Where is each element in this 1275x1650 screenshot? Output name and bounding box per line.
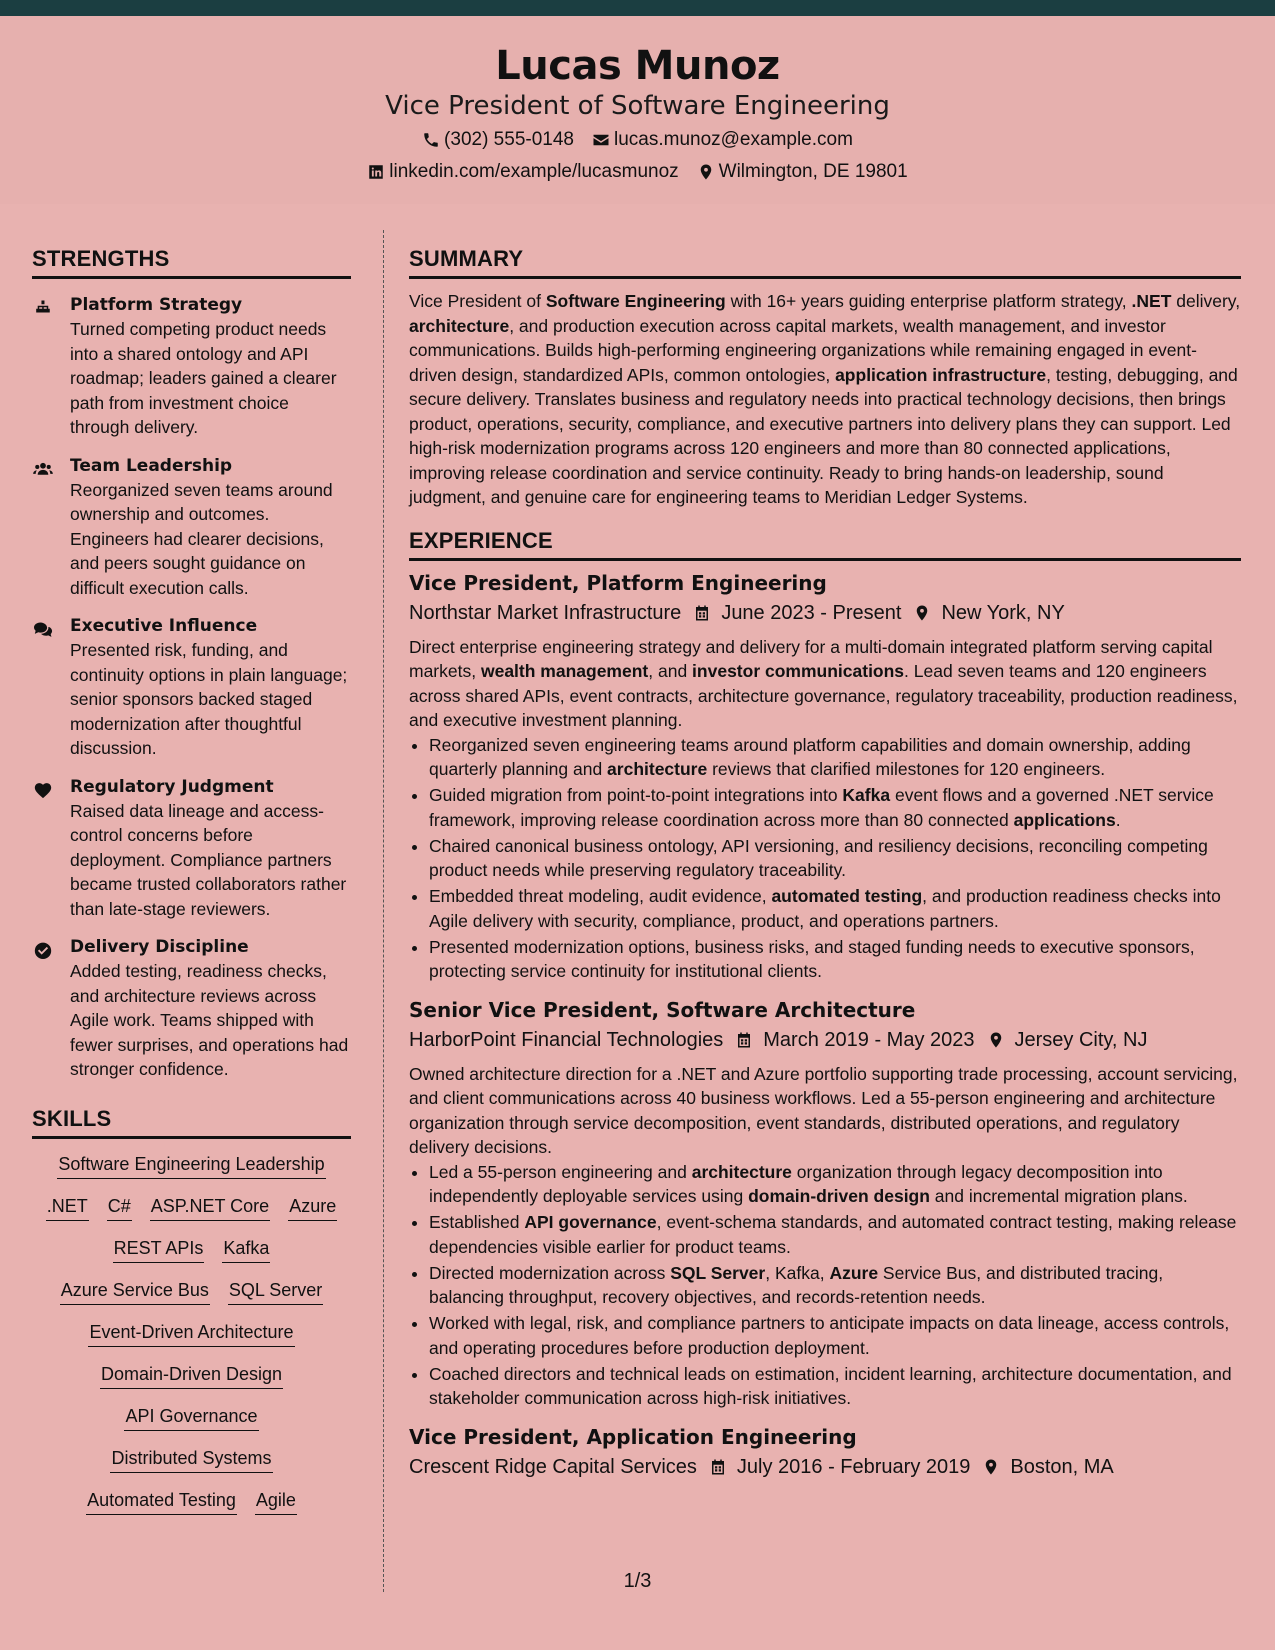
skill-tag: Event-Driven Architecture — [88, 1319, 294, 1347]
skill-row — [32, 1235, 351, 1263]
strength-name: Platform Strategy — [70, 295, 243, 315]
calendar-icon — [709, 1458, 727, 1476]
skill-row — [32, 1277, 351, 1305]
skills-heading: SKILLS — [32, 1090, 351, 1139]
job-bullet: • Presented modernization options, business risks, and staged funding needs to executive sponsors, protecting service continuity for institutional clients. — [429, 935, 1241, 984]
skills-list — [32, 1147, 351, 1515]
location-text: Wilmington, DE 19801 — [718, 160, 908, 182]
job-dates: July 2016 - February 2019 — [736, 1455, 971, 1478]
skill-row — [32, 1193, 351, 1221]
map-pin-icon — [697, 163, 715, 181]
job-location-wrap — [987, 1024, 1148, 1056]
job-dates-wrap — [735, 1024, 974, 1056]
strength-name: Executive Influence — [70, 616, 258, 636]
candidate-title: Vice President of Software Engineering — [385, 91, 890, 121]
skill-row — [32, 1361, 351, 1389]
job-location-wrap — [982, 1451, 1113, 1483]
job-bullet: • Led a 55-person engineering and architecture organization through legacy decomposition into independently deployable services using domain-driven design and incremental migration plans. — [429, 1160, 1241, 1209]
job-description: Direct enterprise engineering strategy and delivery for a multi-domain integrated platform serving capital markets, wealth management, and investor communications. Lead seven teams and 120 engineers across shared APIs, event contracts, architecture governance, regulatory traceability, production readiness, and executive investment planning. — [409, 636, 1238, 730]
linkedin-icon — [367, 163, 385, 181]
job-title: Vice President, Platform Engineering — [409, 570, 827, 595]
column-divider — [383, 230, 384, 1592]
skill-tag: Distributed Systems — [110, 1445, 272, 1473]
skill-tag: Domain-Driven Design — [100, 1361, 283, 1389]
summary-text: Vice President of Software Engineering with 16+ years guiding enterprise platform strategy, .NET delivery, architecture, and production execution across capital markets, wealth management, and investor communications. Builds high-performing engineering organizations while remaining engaged in event-driven design, standardized APIs, common ontologies, application infrastructure, testing, debugging, and secure delivery. Translates business and regulatory needs into practical technology decisions, then brings product, operations, security, compliance, and executive partners into delivery plans they can support. Led high-risk modernization programs across 120 engineers and more than 80 connected applications, improving release coordination and service continuity. Ready to bring hands-on leadership, sound judgment, and genuine care for engineering teams to Meridian Ledger Systems. — [409, 291, 1241, 507]
skill-row — [32, 1403, 351, 1431]
job-bullet: • Embedded threat modeling, audit evidence, automated testing, and production readiness checks into Agile delivery with security, compliance, product, and operations partners. — [429, 884, 1241, 933]
strength-icon-wrap — [32, 454, 56, 601]
strength-description: Turned competing product needs into a shared ontology and API roadmap; leaders gained a clearer path from investment choice through delivery. — [70, 319, 337, 437]
calendar-icon — [693, 604, 711, 622]
strength-description: Raised data lineage and access-control concerns before deployment. Compliance partners became trusted collaborators rather than late-stage reviewers. — [70, 800, 347, 919]
job-location-wrap — [913, 597, 1064, 629]
job-location: New York, NY — [941, 601, 1065, 624]
strength-item — [32, 454, 351, 601]
calendar-icon — [735, 1031, 753, 1049]
job-bullet: • Chaired canonical business ontology, API versioning, and resiliency decisions, reconciling competing product needs while preserving regulatory traceability. — [429, 834, 1241, 883]
skill-tag: Software Engineering Leadership — [57, 1151, 325, 1179]
job-bullet: • Coached directors and technical leads on estimation, incident learning, architecture documentation, and stakeholder communication across high-risk initiatives. — [429, 1362, 1241, 1411]
job-entry — [409, 569, 1241, 984]
strength-body — [70, 454, 351, 601]
job-bullet: • Guided migration from point-to-point integrations into Kafka event flows and a governed .NET service framework, improving release coordination across more than 80 connected applications. — [429, 783, 1241, 832]
job-bullet: • Established API governance, event-schema standards, and automated contract testing, making release dependencies visible earlier for product teams. — [429, 1210, 1241, 1259]
strength-icon-wrap — [32, 614, 56, 761]
job-bullet: • Directed modernization across SQL Server, Kafka, Azure Service Bus, and distributed tracing, balancing throughput, recovery objectives, and records-retention needs. — [429, 1261, 1241, 1310]
linkedin-text: linkedin.com/example/lucasmunoz — [389, 160, 679, 182]
job-company: Crescent Ridge Capital Services — [409, 1455, 697, 1478]
strength-item — [32, 614, 351, 761]
right-column — [409, 230, 1241, 1489]
skill-tag: Automated Testing — [86, 1487, 237, 1515]
comments-icon — [32, 620, 54, 638]
strength-name: Team Leadership — [70, 455, 233, 476]
strength-icon-wrap — [32, 775, 56, 922]
strength-icon-wrap — [32, 935, 56, 1082]
email-contact[interactable] — [592, 124, 853, 156]
skill-tag: API Governance — [124, 1403, 258, 1431]
skill-row — [32, 1319, 351, 1347]
strength-name: Regulatory Judgment — [70, 776, 274, 797]
skill-tag: C# — [107, 1193, 132, 1221]
strengths-list — [32, 287, 351, 1082]
skill-tag: Agile — [255, 1487, 297, 1515]
page-number: 1/3 — [623, 1570, 652, 1592]
envelope-icon — [592, 131, 610, 149]
sitemap-icon — [32, 299, 54, 317]
skill-row — [32, 1445, 351, 1473]
map-pin-icon — [913, 604, 931, 622]
job-bullets — [429, 733, 1241, 984]
job-location: Boston, MA — [1010, 1455, 1114, 1478]
job-bullet: • Reorganized seven engineering teams around platform capabilities and domain ownership, adding quarterly planning and architecture reviews that clarified milestones for 120 engineers. — [429, 733, 1241, 782]
job-title: Vice President, Application Engineering — [409, 1424, 857, 1449]
skill-tag: SQL Server — [228, 1277, 323, 1305]
skill-tag: REST APIs — [113, 1235, 205, 1263]
job-meta — [409, 1451, 1241, 1483]
job-meta — [409, 1024, 1241, 1056]
strength-body — [70, 614, 351, 761]
strength-body — [70, 935, 351, 1082]
phone-text: (302) 555-0148 — [444, 128, 574, 150]
job-dates: June 2023 - Present — [721, 601, 902, 624]
heart-icon — [32, 781, 54, 799]
map-pin-icon — [982, 1458, 1000, 1476]
linkedin-contact[interactable] — [367, 156, 678, 188]
resume-header — [0, 16, 1275, 204]
job-entry — [409, 996, 1241, 1411]
strength-item — [32, 293, 351, 440]
email-text: lucas.munoz@example.com — [613, 128, 853, 150]
top-bar — [0, 0, 1275, 16]
skill-tag: Azure — [288, 1193, 337, 1221]
job-meta — [409, 597, 1241, 629]
job-bullet: • Worked with legal, risk, and compliance partners to anticipate impacts on data lineage, access controls, and operating procedures before production deployment. — [429, 1311, 1241, 1360]
job-dates: March 2019 - May 2023 — [763, 1028, 975, 1051]
job-title: Senior Vice President, Software Architecture — [409, 997, 916, 1022]
candidate-name: Lucas Munoz — [495, 43, 780, 89]
strength-icon-wrap — [32, 293, 56, 440]
location-contact — [697, 156, 908, 188]
job-company: HarborPoint Financial Technologies — [409, 1028, 724, 1051]
strength-item — [32, 935, 351, 1082]
skill-tag: ASP.NET Core — [150, 1193, 270, 1221]
experience-heading: EXPERIENCE — [409, 512, 1241, 561]
job-location: Jersey City, NJ — [1014, 1028, 1148, 1051]
users-icon — [32, 460, 54, 478]
map-pin-icon — [987, 1031, 1005, 1049]
job-bullets — [429, 1160, 1241, 1411]
contact-row-1 — [0, 124, 1275, 156]
job-entry — [409, 1423, 1241, 1483]
check-circle-icon — [32, 941, 54, 959]
job-description: Owned architecture direction for a .NET and Azure portfolio supporting trade processing, account servicing, and client communications across 40 business workflows. Led a 55-person engineering and architecture organization through service decomposition, event standards, distributed operations, and regulatory delivery decisions. — [409, 1063, 1238, 1157]
phone-icon — [422, 131, 440, 149]
skill-row — [32, 1487, 351, 1515]
job-dates-wrap — [693, 597, 901, 629]
skill-tag: .NET — [46, 1193, 89, 1221]
contact-row-2 — [0, 156, 1275, 188]
strength-body — [70, 775, 351, 922]
left-column — [32, 230, 351, 1529]
strength-name: Delivery Discipline — [70, 937, 249, 957]
job-company: Northstar Market Infrastructure — [409, 601, 682, 624]
strength-item — [32, 775, 351, 922]
jobs-list — [409, 569, 1241, 1483]
skill-tag: Kafka — [222, 1235, 270, 1263]
strength-description: Presented risk, funding, and continuity options in plain language; senior sponsors backed staged modernization after thoughtful discussion. — [70, 640, 348, 758]
strength-description: Reorganized seven teams around ownership and outcomes. Engineers had clearer decisions, and peers sought guidance on difficult execution calls. — [70, 479, 333, 598]
strength-body — [70, 293, 351, 440]
summary-heading: SUMMARY — [409, 230, 1241, 279]
phone-contact — [422, 124, 574, 156]
strengths-heading: STRENGTHS — [32, 230, 351, 279]
skill-tag: Azure Service Bus — [60, 1277, 210, 1305]
skill-row — [32, 1151, 351, 1179]
strength-description: Added testing, readiness checks, and architecture reviews across Agile work. Teams shipped with fewer surprises, and operations had stronger confidence. — [70, 961, 349, 1079]
job-dates-wrap — [709, 1451, 970, 1483]
